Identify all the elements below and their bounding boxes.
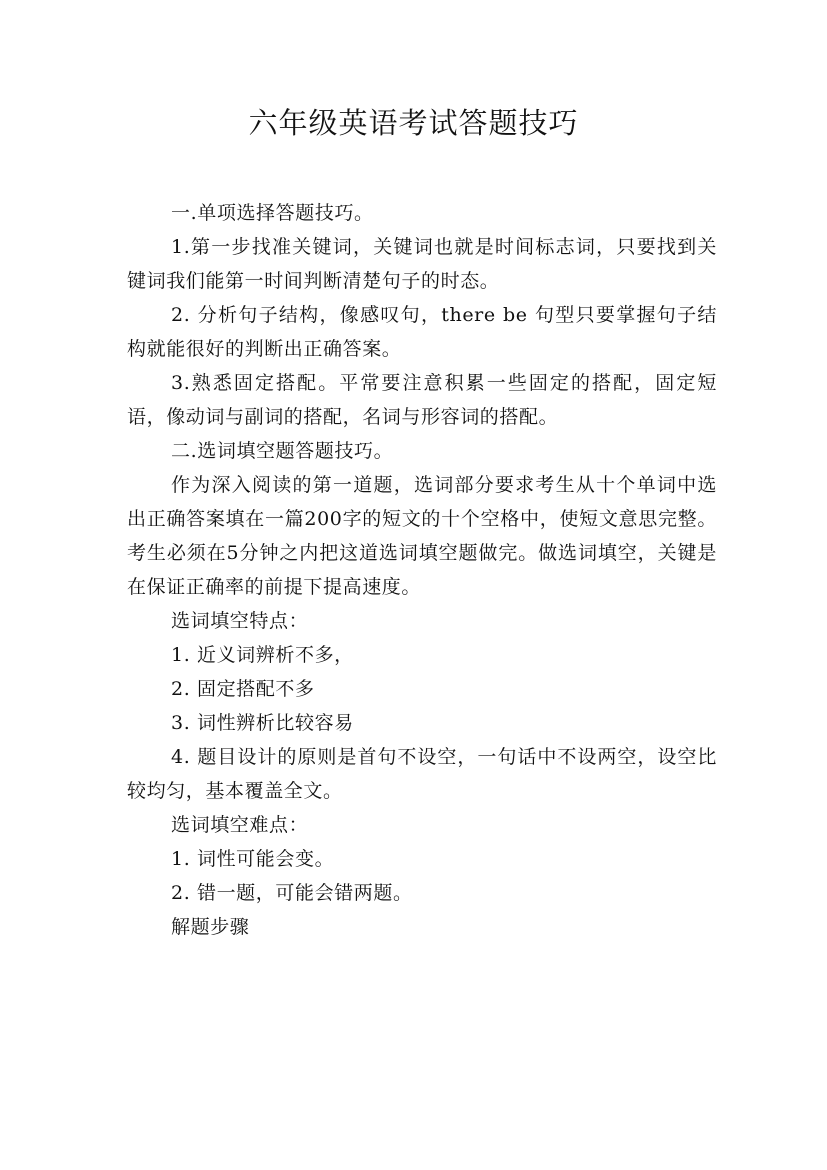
paragraph-section-1-heading: 一.单项选择答题技巧。 [171,202,374,224]
paragraph-section-2-heading: 二.选词填空题答题技巧。 [171,440,394,462]
list-item-difficulty-2: 2. 错一题，可能会错两题。 [171,882,413,904]
paragraph-tip-1: 1.第一步找准关键词，关键词也就是时间标志词，只要找到关键词我们能第一时间判断清楚句子的时态。 [127,236,717,292]
paragraph-tip-3: 3.熟悉固定搭配。平常要注意积累一些固定的搭配，固定短语，像动词与副词的搭配，名词与形容词的搭配。 [127,372,717,428]
paragraph-steps-heading: 解题步骤 [171,916,250,938]
paragraph-cloze-intro: 作为深入阅读的第一道题，选词部分要求考生从十个单词中选出正确答案填在一篇200字的短文的十个空格中，使短文意思完整。考生必须在5分钟之内把这道选词填空题做完。做选词填空，关键是在保证正确率的前提下提高速度。 [127,474,717,598]
list-item-feature-1: 1. 近义词辨析不多， [171,644,354,666]
paragraph-tip-2: 2. 分析句子结构，像感叹句，there be 句型只要掌握句子结构就能很好的判断出正确答案。 [127,304,717,360]
list-item-feature-3: 3. 词性辨析比较容易 [171,712,354,734]
paragraph-features-heading: 选词填空特点： [171,610,309,632]
document-body [127,196,717,944]
list-item-feature-4: 4. 题目设计的原则是首句不设空，一句话中不设两空，设空比较均匀，基本覆盖全文。 [127,746,717,802]
document-title: 六年级英语考试答题技巧 [248,106,579,140]
list-item-difficulty-1: 1. 词性可能会变。 [171,848,335,870]
paragraph-difficulties-heading: 选词填空难点： [171,814,309,836]
list-item-feature-2: 2. 固定搭配不多 [171,678,315,700]
